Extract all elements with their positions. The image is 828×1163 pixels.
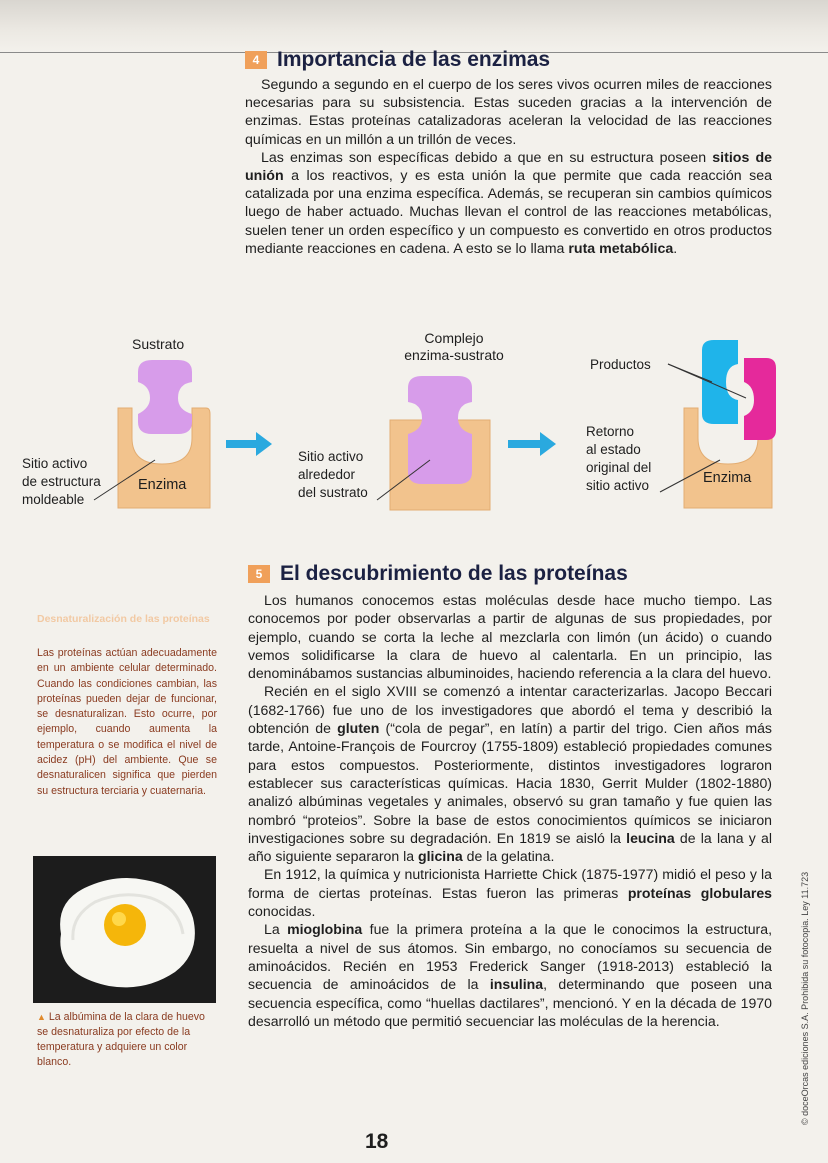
section4-title xyxy=(245,48,550,72)
text: original del xyxy=(586,460,652,475)
text: , determinando que poseen una secuencia específica, como “huellas dactilares”, mencionó. Y en la década de 1970 desarrolló un método que permitió secuenciar las moléculas de la herencia. xyxy=(248,976,772,1029)
text: de estructura xyxy=(22,474,101,489)
bold-term: insulina xyxy=(489,976,544,993)
text: Recién en el siglo XVIII se comenzó a intentar caracterizarlas. Jacopo Beccari (1682-1766) fue uno de los investigadores que abordó el tema y describió la obtención de xyxy=(248,683,772,737)
copyright-note: © doceOrcas ediciones S.A. Prohibida su fotocopia. Ley 11.723 xyxy=(800,871,810,1125)
product-pink xyxy=(744,358,776,440)
section4-paragraph-1: Segundo a segundo en el cuerpo de los seres vivos ocurren miles de reacciones necesarias para su subsistencia. Estas suceden gracias a la intervención de enzimas. Estas proteínas catalizadoras aceleran la velocidad de las reacciones químicas en un millón a un trillón de veces. xyxy=(245,77,772,148)
section5-paragraph-3 xyxy=(248,865,772,920)
text: Complejo xyxy=(424,330,484,346)
page-edge xyxy=(0,0,828,52)
label-productos: Productos xyxy=(590,357,651,372)
label-enzima-1: Enzima xyxy=(138,477,187,493)
text: . xyxy=(673,240,678,257)
sidebar-title: Desnaturalización de las proteínas xyxy=(37,613,210,625)
section4-paragraph-2 xyxy=(245,149,772,258)
text: Las enzimas son específicas debido a que en su estructura poseen xyxy=(261,149,713,166)
section5-number: 5 xyxy=(248,565,270,583)
label-retorno xyxy=(586,423,651,495)
fried-egg-illustration xyxy=(33,856,216,1003)
text: de la gelatina. xyxy=(462,848,555,865)
section5-body xyxy=(248,591,772,1030)
caption-text: La albúmina de la clara de huevo se desnaturaliza por efecto de la temperatura y adquiere un color blanco. xyxy=(37,1011,205,1068)
section5-paragraph-2 xyxy=(248,682,772,865)
section4-title-text: Importancia de las enzimas xyxy=(277,48,551,71)
page-number: 18 xyxy=(365,1130,389,1153)
label-sitio-activo-alrededor xyxy=(298,448,368,502)
text: de la lana y al año siguiente separaron la xyxy=(248,829,772,865)
bold-term: gluten xyxy=(337,720,380,737)
substrate-1 xyxy=(138,360,192,434)
text: del sustrato xyxy=(298,485,368,500)
text: Sitio activo xyxy=(22,456,88,471)
text: sitio activo xyxy=(586,478,650,493)
label-sustrato: Sustrato xyxy=(132,336,185,352)
arrow-2 xyxy=(508,432,556,456)
triangle-icon: ▲ xyxy=(37,1012,46,1022)
text: alrededor xyxy=(298,467,356,482)
text: al estado xyxy=(586,442,641,457)
text: conocidas. xyxy=(248,903,316,920)
section4-number: 4 xyxy=(245,51,267,69)
text: Sitio activo xyxy=(298,449,364,464)
label-enzima-3: Enzima xyxy=(703,470,752,486)
bold-term: glicina xyxy=(418,848,463,865)
section5-title-text: El descubrimiento de las proteínas xyxy=(280,562,628,585)
product-blue xyxy=(702,340,738,424)
text: fue la primera proteína a la que le conocimos la estructura, resuelta a nivel de sus átomos. Sin embargo, no conocíamos su secuencia de aminoácidos. Recién en 1953 Frederick Sanger (1918-2013) estableció la secuencia de aminoácidos de la xyxy=(248,921,772,993)
section4-body xyxy=(245,76,772,258)
label-sitio-activo-moldeable xyxy=(22,455,101,509)
complex-substrate xyxy=(408,376,472,484)
text: Retorno xyxy=(586,424,635,439)
section5-paragraph-4 xyxy=(248,920,772,1030)
bold-term: sitios de unión xyxy=(245,149,772,185)
fried-egg-photo xyxy=(33,856,216,1003)
sidebar-text: Las proteínas actúan adecuadamente en un ambiente celular determinado. Cuando las condiciones cambian, las proteínas pueden dejar de funcionar, se desnaturalizan. Esto ocurre, por ejemplo, cuando aumenta la temperatura o se modifica el nivel de acidez (pH) del ambiente. Que se desnaturalicen significa que pierden su estructura terciaria y cuaternaria. xyxy=(37,647,217,797)
section5-title xyxy=(248,562,628,586)
bold-term: leucina xyxy=(626,829,675,846)
text: En 1912, la química y nutricionista Harriette Chick (1875-1977) midió el peso y la forma de ciertas proteínas. Estas fueron las primeras xyxy=(248,866,772,901)
text: a los reactivos, y es esta unión la que permite que cada reacción sea catalizada por una enzima específica. Además, se recuperan sin cambios químicos luego de haber actuado. Muchas llevan el control de las reacciones metabólicas, suelen tener un orden específico y un compuesto es convertido en otros productos mediante reacciones en cadena. A esto se lo llama xyxy=(245,168,772,257)
text: (“cola de pegar”, en latín) a partir del trigo. Cien años más tarde, Antoine-François de Fourcroy (1755-1809) estableció propiedades comunes para estos compuestos. Posteriormente, distintos investigadores lograron establecer sus características químicas. Hacia 1830, Gerrit Mulder (1802-1880) analizó albúminas vegetales y animales, observó su gran tamaño y fue quien las nombró “proteios”. Sobre la base de estos conocimientos químicos se iniciaron investigaciones sobre su degradación. En 1819 se aisló la xyxy=(248,720,772,846)
bold-term: ruta metabólica xyxy=(568,240,674,257)
text: La xyxy=(264,921,288,938)
label-complejo xyxy=(386,330,522,364)
bold-term: proteínas globulares xyxy=(627,884,772,901)
bold-term: mioglobina xyxy=(287,921,363,938)
text: moldeable xyxy=(22,492,85,507)
arrow-1 xyxy=(226,432,272,456)
section5-paragraph-1: Los humanos conocemos estas moléculas desde hace mucho tiempo. Las conocemos por poder observarlas a partir de algunas de sus propiedades, por ejemplo, cuando se corta la leche al mezclarla con limón (un ácido) o cuando vemos solidificarse la clara de huevo al calentarla. En un principio, las denominábamos sustancias albuminoides, haciendo referencia a la clara del huevo. xyxy=(248,592,772,682)
photo-caption xyxy=(37,1010,217,1070)
text: enzima-sustrato xyxy=(404,347,504,363)
